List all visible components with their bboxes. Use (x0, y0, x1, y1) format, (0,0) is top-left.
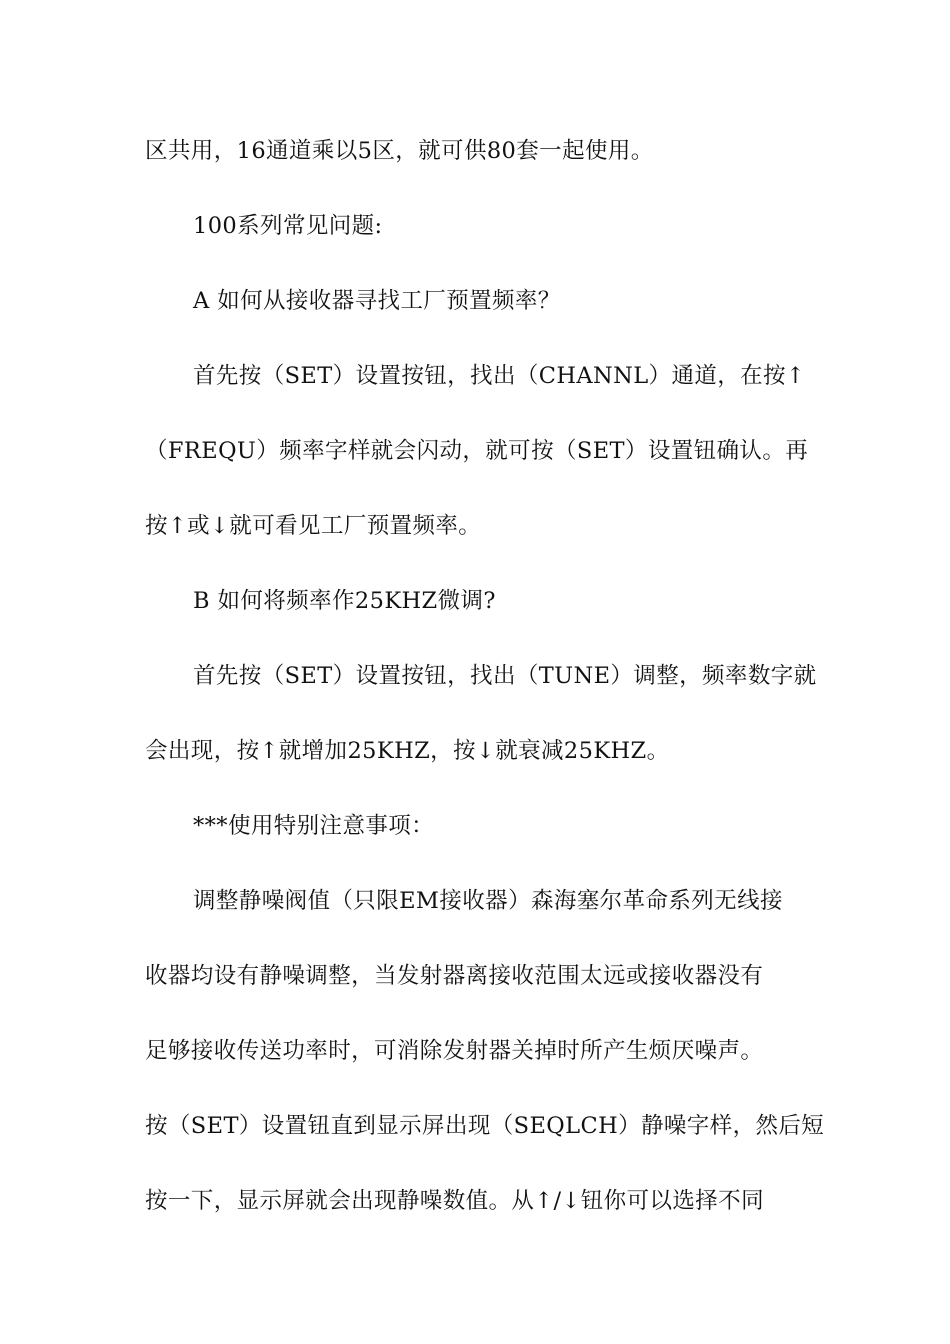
text-line: 按（SET）设置钮直到显示屏出现（SEQLCH）静噪字样，然后短 (145, 1113, 825, 1139)
section-heading: ***使用特别注意事项： (193, 813, 435, 839)
question-heading: A 如何从接收器寻找工厂预置频率？ (193, 288, 561, 314)
text-line: 按一下，显示屏就会出现静噪数值。从↑/↓钮你可以选择不同 (145, 1188, 764, 1214)
text-line: 首先按（SET）设置按钮，找出（CHANNL）通道，在按↑ (193, 363, 806, 389)
text-line: 足够接收传送功率时，可消除发射器关掉时所产生烦厌噪声。 (145, 1038, 764, 1064)
text-line: 收器均设有静噪调整，当发射器离接收范围太远或接收器没有 (145, 963, 764, 989)
section-heading: 100系列常见问题: (193, 213, 383, 239)
text-line: 首先按（SET）设置按钮，找出（TUNE）调整，频率数字就 (193, 663, 817, 689)
text-line: 调整静噪阀值（只限EM接收器）森海塞尔革命系列无线接 (193, 888, 783, 914)
text-line: 区共用，16通道乘以5区，就可供80套一起使用。 (145, 138, 654, 164)
text-line: （FREQU）频率字样就会闪动，就可按（SET）设置钮确认。再 (145, 438, 809, 464)
question-heading: B 如何将频率作25KHZ微调? (193, 588, 496, 614)
text-line: 按↑或↓就可看见工厂预置频率。 (145, 513, 482, 539)
text-line: 会出现，按↑就增加25KHZ，按↓就衰减25KHZ。 (145, 738, 670, 764)
